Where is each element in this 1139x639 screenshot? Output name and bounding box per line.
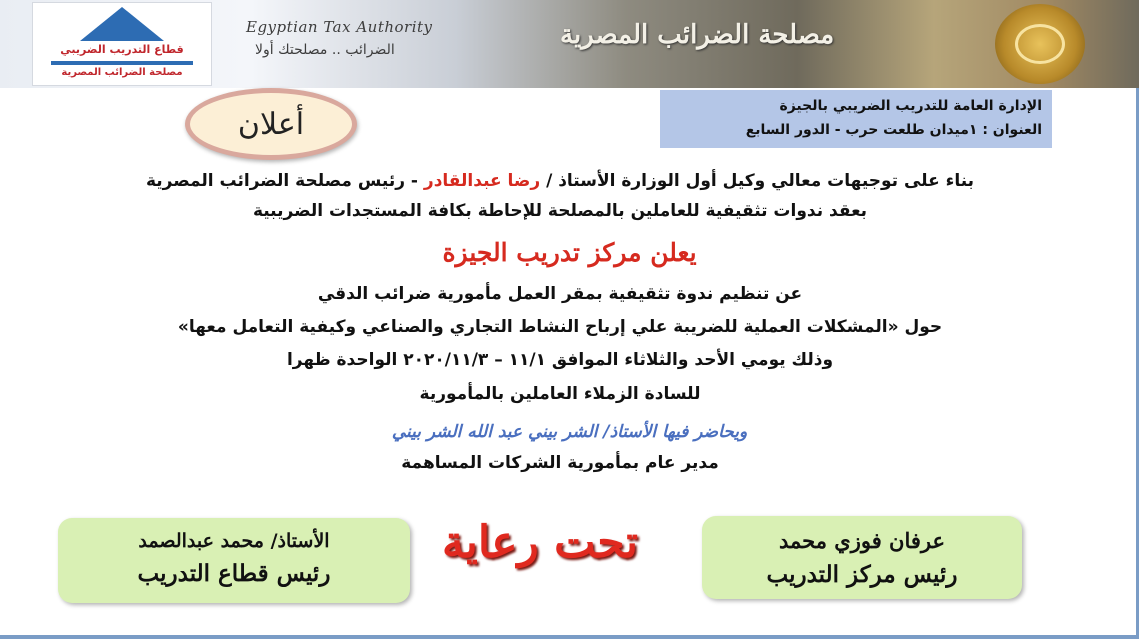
headline: يعلن مركز تدريب الجيزة	[442, 238, 697, 267]
announcement-label: أعلان	[237, 106, 305, 142]
lecturer-title: مدير عام بمأمورية الشركات المساهمة	[401, 453, 719, 473]
banner-title-ar: مصلحة الضرائب المصرية	[560, 20, 835, 50]
details-line-3: وذلك يومي الأحد والثلاثاء الموافق ١١/١ – ٢٠٢٠/١١/٣ الواحدة ظهرا	[286, 350, 834, 370]
sector-head-title: رئيس قطاع التدريب	[137, 560, 331, 587]
details-line-4: للسادة الزملاء العاملين بالمأمورية	[419, 384, 701, 404]
address-line: العنوان : ١ميدان طلعت حرب - الدور السابع	[745, 122, 1042, 138]
details-line-1: عن تنظيم ندوة تثقيفية بمقر العمل مأمورية ضرائب الدقي	[317, 284, 803, 304]
tax-training-logo	[32, 2, 212, 86]
center-head-title: رئيس مركز التدريب	[766, 561, 958, 588]
center-head-name: عرفان فوزي محمد	[778, 528, 946, 553]
logo-text-top: قطاع التدريب الضريبي	[60, 43, 184, 56]
details-line-2: حول «المشكلات العملية للضريبة علي إرباح النشاط التجاري والصناعي وكيفية التعامل معها»	[177, 317, 943, 337]
intro-text-a: بناء على توجيهات معالي وكيل أول الوزارة الأستاذ /	[546, 171, 975, 191]
header-banner	[0, 0, 1139, 88]
sector-head-card	[58, 518, 410, 603]
announcement-badge	[185, 88, 357, 160]
intro-line-2: بعقد ندوات تثقيفية للعاملين بالمصلحة للإحاطة بكافة المستجدات الضريبية	[252, 201, 868, 221]
center-head-card	[702, 516, 1022, 599]
org-name-en: Egyptian Tax Authority	[246, 18, 433, 36]
intro-line-1	[60, 171, 1060, 192]
gold-seal-icon	[995, 4, 1085, 84]
org-slogan: الضرائب .. مصلحتك أولا	[255, 42, 395, 58]
minister-name: رضا عبدالقادر	[423, 171, 541, 191]
logo-text-bottom: مصلحة الضرائب المصرية	[61, 67, 183, 78]
department-name: الإدارة العامة للتدريب الضريبي بالجيزة	[779, 98, 1042, 114]
logo-rays-icon	[80, 7, 164, 41]
patronage-label: تحت رعاية	[442, 517, 638, 568]
intro-text-b: - رئيس مصلحة الضرائب المصرية	[145, 171, 418, 191]
logo-divider	[51, 61, 193, 65]
lecturer-line: ويحاضر فيها الأستاذ/ الشر بيني عبد الله الشر بيني	[391, 422, 748, 442]
sector-head-name: الأستاذ/ محمد عبدالصمد	[138, 530, 330, 552]
seal-inner-ring	[1015, 24, 1065, 64]
address-box	[660, 90, 1052, 148]
